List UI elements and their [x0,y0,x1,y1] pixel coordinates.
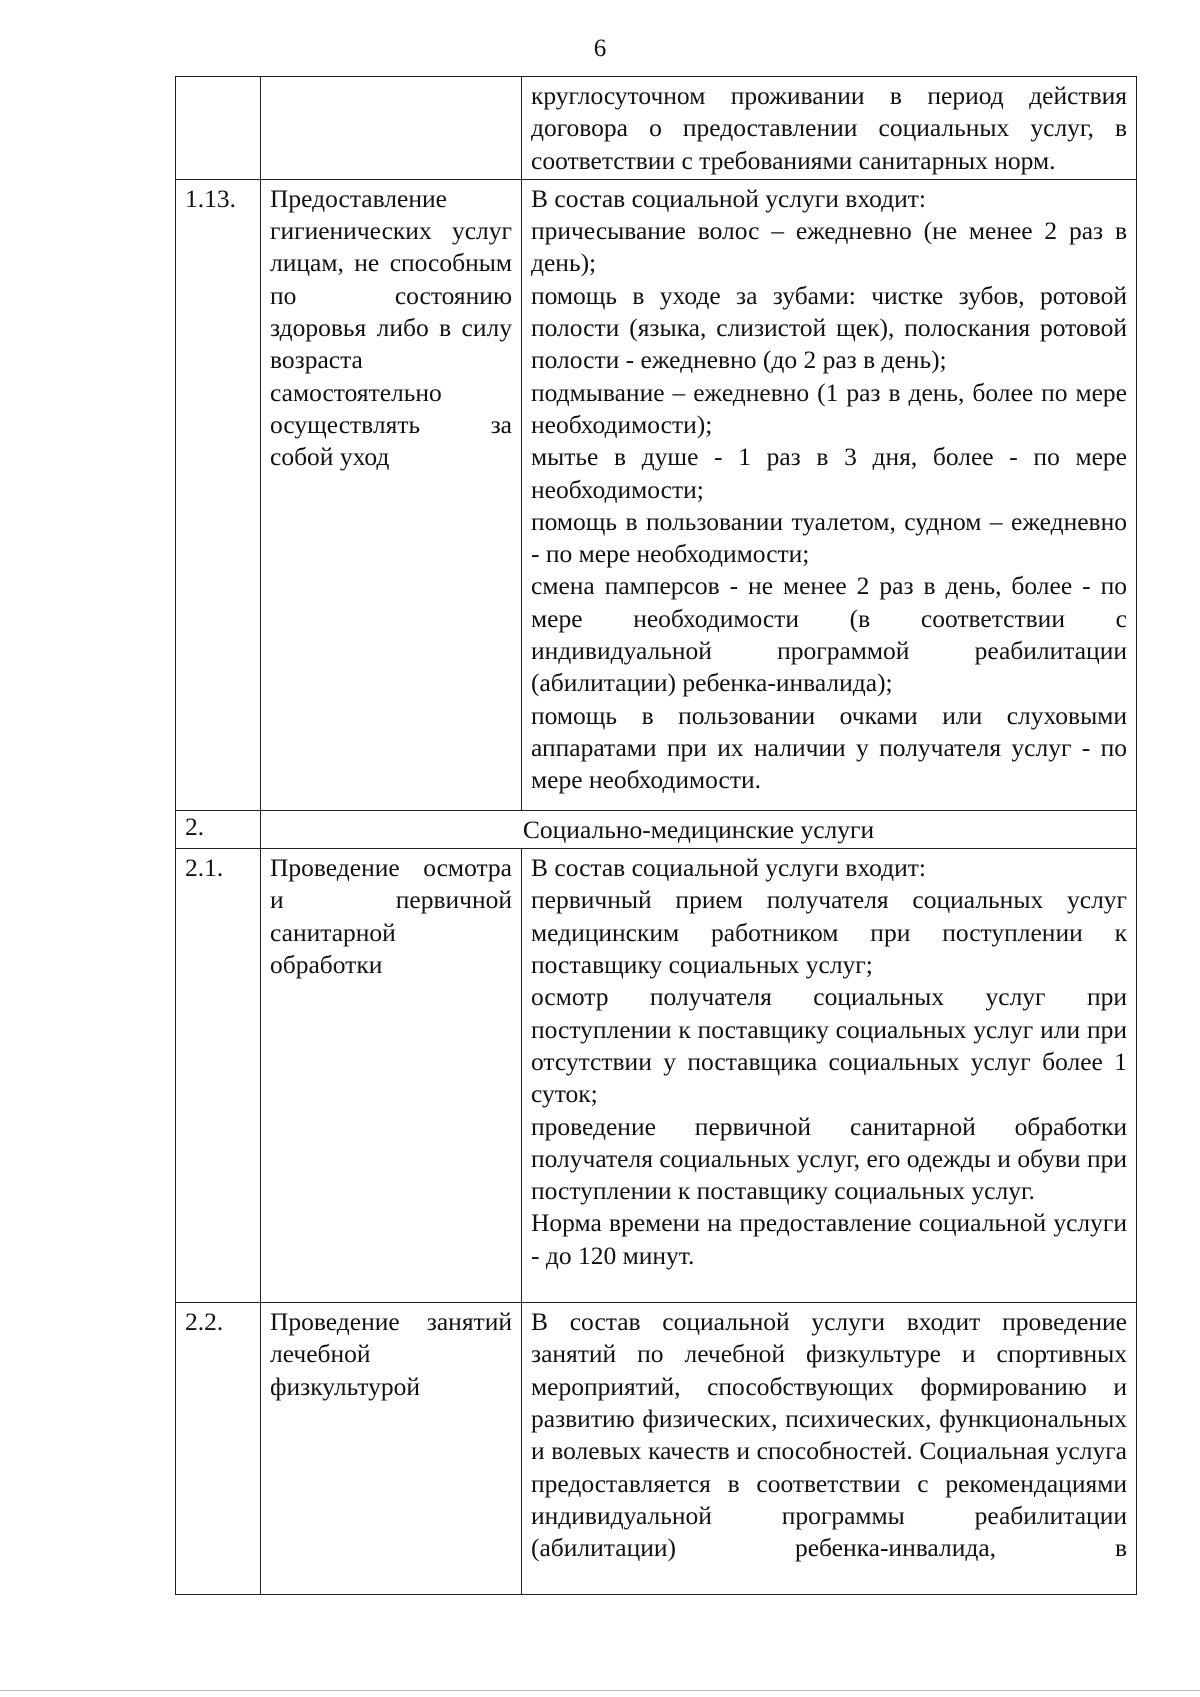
description-paragraph: подмывание – ежедневно (1 раз в день, более по мере необходимости); [531,377,1127,439]
row-number [176,77,261,180]
description-paragraph: причесывание волос – ежедневно (не менее 2 раз в день); [531,216,1127,278]
row-number: 1.13. [176,179,261,810]
description-paragraph: В состав социальной услуги входит проведение занятий по лечебной физкультуре и спортивных мероприятий, способствующих формированию и развитию физических, психических, функциональных и волевых качеств и способностей. Социальная услуга предоставляется в соответствии с рекомендациями индивидуальной программы реабилитации (абилитации) ребенка-инвалида, в [531,1307,1127,1563]
service-name: Предоставление гигиенических услуг лицам, не способным по состоянию здоровья либо в силу возраста самостоятельно осуществлять за собой уход [261,179,522,810]
section-title: Социально-медицинские услуги [261,810,1137,848]
service-description [522,849,1137,1303]
description-paragraph: проведение первичной санитарной обработки получателя социальных услуг, его одежды и обуви при поступлении к поставщику социальных услуг. [531,1111,1127,1206]
page-number: 6 [593,35,607,62]
table-row [176,1303,1137,1595]
service-description [522,1303,1137,1595]
description-paragraph: смена памперсов - не менее 2 раз в день, более - по мере необходимости (в соответствии с индивидуальной программой реабилитации (абилитации) ребенка-инвалида); [531,571,1127,698]
description-paragraph: В состав социальной услуги входит: [531,853,926,883]
service-name: Проведение занятий лечебной физкультурой [261,1303,522,1595]
row-number: 2.1. [176,849,261,1303]
description-paragraph: помощь в уходе за зубами: чистке зубов, ротовой полости (языка, слизистой щек), полоскания ротовой полости - ежедневно (до 2 раз в день); [531,280,1127,375]
service-name [261,77,522,180]
services-table [175,76,1137,1595]
description-paragraph: круглосуточном проживании в период действия договора о предоставлении социальных услуг, в соответствии с требованиями санитарных норм. [531,81,1127,175]
description-paragraph: осмотр получателя социальных услуг при поступлении к поставщику социальных услуг или при отсутствии у поставщика социальных услуг более 1 суток; [531,982,1127,1109]
section-row [176,810,1137,848]
service-name: Проведение осмотра и первичной санитарной обработки [261,849,522,1303]
page-bottom-edge [0,1690,1200,1691]
description-paragraph: помощь в пользовании туалетом, судном – ежедневно - по мере необходимости; [531,506,1127,569]
description-paragraph: помощь в пользовании очками или слуховыми аппаратами при их наличии у получателя услуг - по мере необходимости. [531,700,1127,795]
description-paragraph: В состав социальной услуги входит: [531,183,926,213]
description-paragraph: мытье в душе - 1 раз в 3 дня, более - по мере необходимости; [531,442,1127,504]
description-paragraph: Норма времени на предоставление социальной услуги - до 120 минут. [531,1208,1127,1270]
service-description [522,77,1137,180]
row-number: 2.2. [176,1303,261,1595]
table-row [176,77,1137,180]
description-paragraph: первичный прием получателя социальных услуг медицинским работником при поступлении к поставщику социальных услуг; [531,885,1127,980]
table-row [176,849,1137,1303]
table-row [176,179,1137,810]
service-description [522,179,1137,810]
section-number: 2. [176,810,261,848]
